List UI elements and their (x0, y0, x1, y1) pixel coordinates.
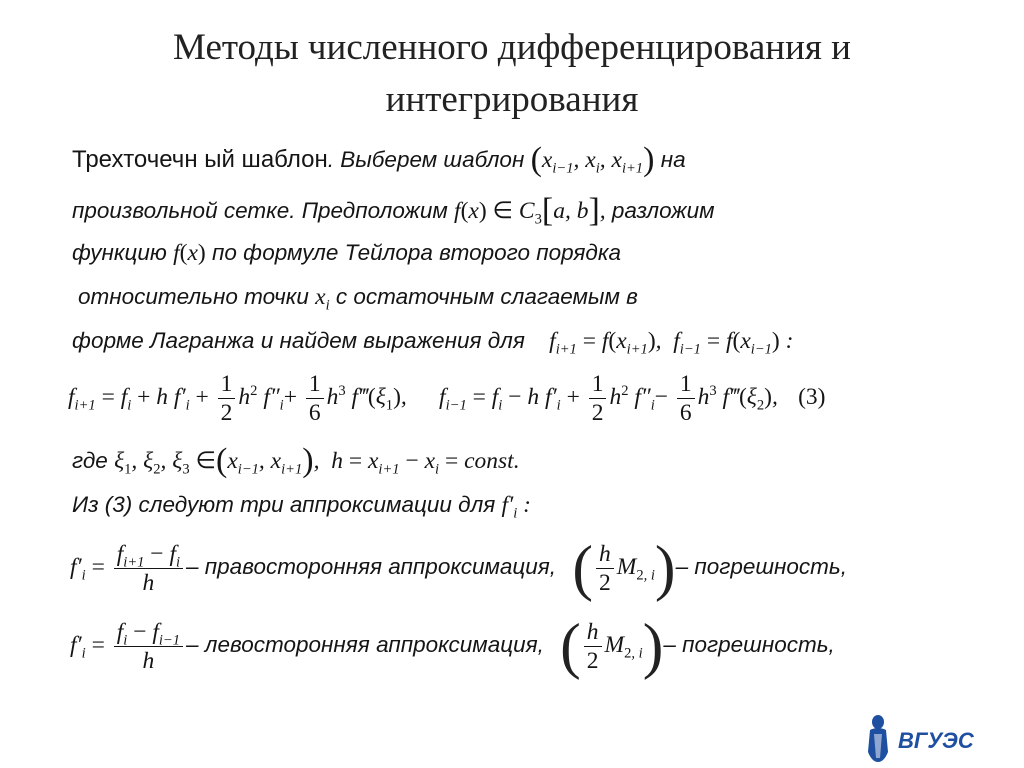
frac-half-num: 1 (218, 370, 236, 399)
text-l8-prefix: Из (3) следуют три аппроксимации для (72, 492, 496, 517)
math-right-error: ( $\frac{h}{2}$ $M_{2, i}$) (572, 534, 676, 603)
math-template: ($x_{i-1}$, $x_i$, $x_{i+1}$) (530, 141, 655, 178)
text-line-1 (72, 141, 686, 178)
frac-half-den-2: 2 (591, 400, 604, 426)
frac-half-num-2: 1 (589, 370, 607, 399)
text-l4-prefix: относительно точки (78, 284, 309, 309)
err-h-2: h (584, 618, 602, 647)
text-l4-suffix: с остаточным слагаемым в (335, 284, 638, 309)
text-line-2 (72, 192, 715, 229)
err-two-1: 2 (598, 570, 611, 596)
math-taylor-forward: $f_{i+1} = f_i + h$ $f'_i$ + $\frac{1}{2}$ $h^2$ $f''_i+$ $\frac{1}{6}$ $h^3$ $f‴(\xi_1)$, (68, 371, 407, 426)
math-smoothness: f(x) ∈ $C_3[a$, b], (454, 192, 606, 229)
slide-title (0, 22, 1024, 126)
frac-sixth-num: 1 (306, 370, 324, 399)
frac-sixth-den: 6 (308, 400, 321, 426)
text-line-3 (72, 240, 621, 267)
text-right-approx: – правосторонняя аппроксимация, (186, 553, 557, 579)
text-right-error: – погрешность, (675, 553, 848, 579)
frac-sixth-num-2: 1 (677, 370, 695, 399)
frac-sixth-den-2: 6 (679, 400, 692, 426)
err-M-1: M (616, 553, 637, 580)
text-l5-prefix: форме Лагранжа и найдем выражения для (72, 328, 525, 353)
math-f-values: $f_{i+1} = f(x_{i+1})$, $f_{i-1} = f(x_{i-1})$ : (549, 328, 794, 358)
text-l2-prefix: произвольной сетке. Предположим (72, 198, 448, 223)
text-l1-suffix: на (660, 147, 686, 172)
math-xi: $x_i$ (315, 284, 330, 314)
frac-half-den: 2 (220, 400, 233, 426)
frac-h-den-1: h (142, 570, 155, 596)
text-l1-dot: . Выберем шаблон (327, 147, 525, 172)
title-line-2: интегрирования (385, 79, 639, 120)
frac-h-den-2: h (142, 648, 155, 674)
text-left-approx: – левосторонняя аппроксимация, (186, 631, 544, 657)
const-word: const (464, 448, 514, 474)
equation-number: (3) (798, 383, 826, 410)
math-fx: f(x) (173, 240, 206, 266)
formula-taylor (68, 370, 826, 427)
text-l3-suffix: по формуле Тейлора второго порядка (212, 240, 621, 265)
university-logo (862, 712, 990, 764)
math-left-diff: $f'_i$ = $\frac{f_i - f_{i-1}}{h}$ (70, 632, 186, 658)
text-left-error: – погрешность, (663, 631, 835, 657)
formula-right-approx (70, 534, 848, 603)
title-line-1: Методы численного дифференцирования и (173, 27, 851, 68)
text-l2-suffix: разложим (611, 198, 715, 223)
text-l3-prefix: функцию (72, 240, 167, 265)
text-line-7 (72, 442, 520, 479)
text-line-4 (78, 284, 638, 314)
math-fprime: $f'_i$ : (501, 492, 531, 522)
heading-three-point: Трехточечн ый шаблон (72, 146, 328, 173)
formula-left-approx (70, 612, 835, 681)
err-two-2: 2 (586, 648, 599, 674)
math-right-diff: $f'_i$ = $\frac{f_{i+1} - f_i}{h}$ (70, 554, 186, 580)
logo-text: ВГУЭС (898, 728, 974, 753)
math-xi-range: $\xi_1$, $\xi_2$, $\xi_3$ $\in(x_{i-1}$, $x_{i+1}$), $h = x_{i+1} - x_i$ = const. (114, 442, 520, 479)
text-line-8 (72, 492, 531, 522)
text-l7-prefix: где (72, 448, 108, 473)
math-taylor-backward: $f_{i-1} = f_i - h$ $f'_i$ + $\frac{1}{2}$ $h^2$ $f''_i-$ $\frac{1}{6}$ $h^3$ $f‴(\xi_2)$, (439, 371, 778, 426)
text-line-5 (72, 328, 794, 358)
err-M-2: M (604, 631, 625, 658)
math-left-error: ( $\frac{h}{2}$ $M_{2, i}$) (560, 612, 664, 681)
figure-emblem-icon (868, 715, 888, 762)
err-h-1: h (596, 540, 614, 569)
